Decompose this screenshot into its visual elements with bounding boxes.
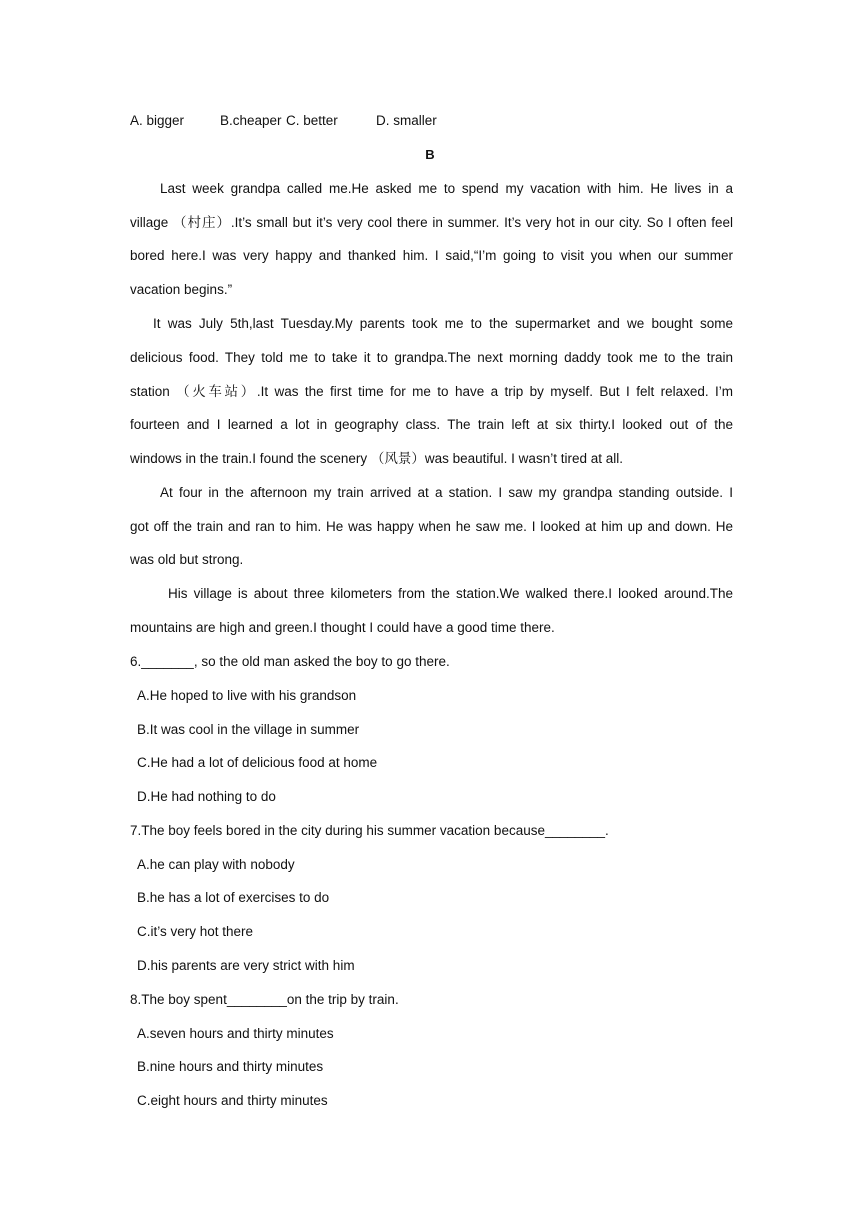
- option-c: C. better: [286, 113, 338, 128]
- answer-option: B.nine hours and thirty minutes: [137, 1059, 324, 1074]
- passage-line: mountains are high and green.I thought I could have a good time there.: [130, 620, 555, 635]
- passage-line: windows in the train.I found the scenery （风景）was beautiful. I wasn’t tired at all.: [130, 451, 623, 466]
- answer-option: A.he can play with nobody: [137, 857, 295, 872]
- passage-line: At four in the afternoon my train arrived at a station. I saw my grandpa standing outside. I: [160, 485, 733, 500]
- answer-option: A.He hoped to live with his grandson: [137, 688, 357, 703]
- answer-option: C.He had a lot of delicious food at home: [137, 755, 378, 770]
- passage-line: vacation begins.”: [130, 282, 233, 297]
- option-d: D. smaller: [376, 113, 437, 128]
- answer-option: C.eight hours and thirty minutes: [137, 1093, 328, 1108]
- passage-line: delicious food. They told me to take it to grandpa.The next morning daddy took me to the train: [130, 350, 733, 365]
- passage-line: fourteen and I learned a lot in geography class. The train left at six thirty.I looked out of the: [130, 417, 733, 432]
- passage-line: bored here.I was very happy and thanked him. I said,“I’m going to visit you when our summer: [130, 248, 733, 263]
- option-a: A. bigger: [130, 113, 185, 128]
- question-stem: 8.The boy spent________on the trip by train.: [130, 992, 399, 1007]
- question-stem: 6._______, so the old man asked the boy to go there.: [130, 654, 450, 669]
- answer-option: B.he has a lot of exercises to do: [137, 890, 330, 905]
- passage-line: station （火车站）.It was the first time for me to have a trip by myself. But I felt relaxed. I’m: [130, 384, 733, 399]
- answer-option: B.It was cool in the village in summer: [137, 722, 360, 737]
- passage-line: His village is about three kilometers from the station.We walked there.I looked around.The: [168, 586, 733, 601]
- passage-line: village （村庄）.It’s small but it’s very cool there in summer. It’s very hot in our city. So I often feel: [130, 215, 733, 230]
- answer-option: D.He had nothing to do: [137, 789, 276, 804]
- answer-option: A.seven hours and thirty minutes: [137, 1026, 334, 1041]
- passage-line: got off the train and ran to him. He was happy when he saw me. I looked at him up and down. He: [130, 519, 733, 534]
- answer-option: D.his parents are very strict with him: [137, 958, 355, 973]
- passage-line: was old but strong.: [130, 552, 244, 567]
- option-b: B.cheaper: [220, 113, 282, 128]
- passage-line: Last week grandpa called me.He asked me to spend my vacation with him. He lives in a: [160, 181, 733, 196]
- section-heading: B: [425, 147, 435, 162]
- previous-question-options: [130, 111, 733, 131]
- question-stem: 7.The boy feels bored in the city during his summer vacation because________.: [130, 823, 609, 838]
- answer-option: C.it’s very hot there: [137, 924, 254, 939]
- passage-line: It was July 5th,last Tuesday.My parents took me to the supermarket and we bought some: [153, 316, 733, 331]
